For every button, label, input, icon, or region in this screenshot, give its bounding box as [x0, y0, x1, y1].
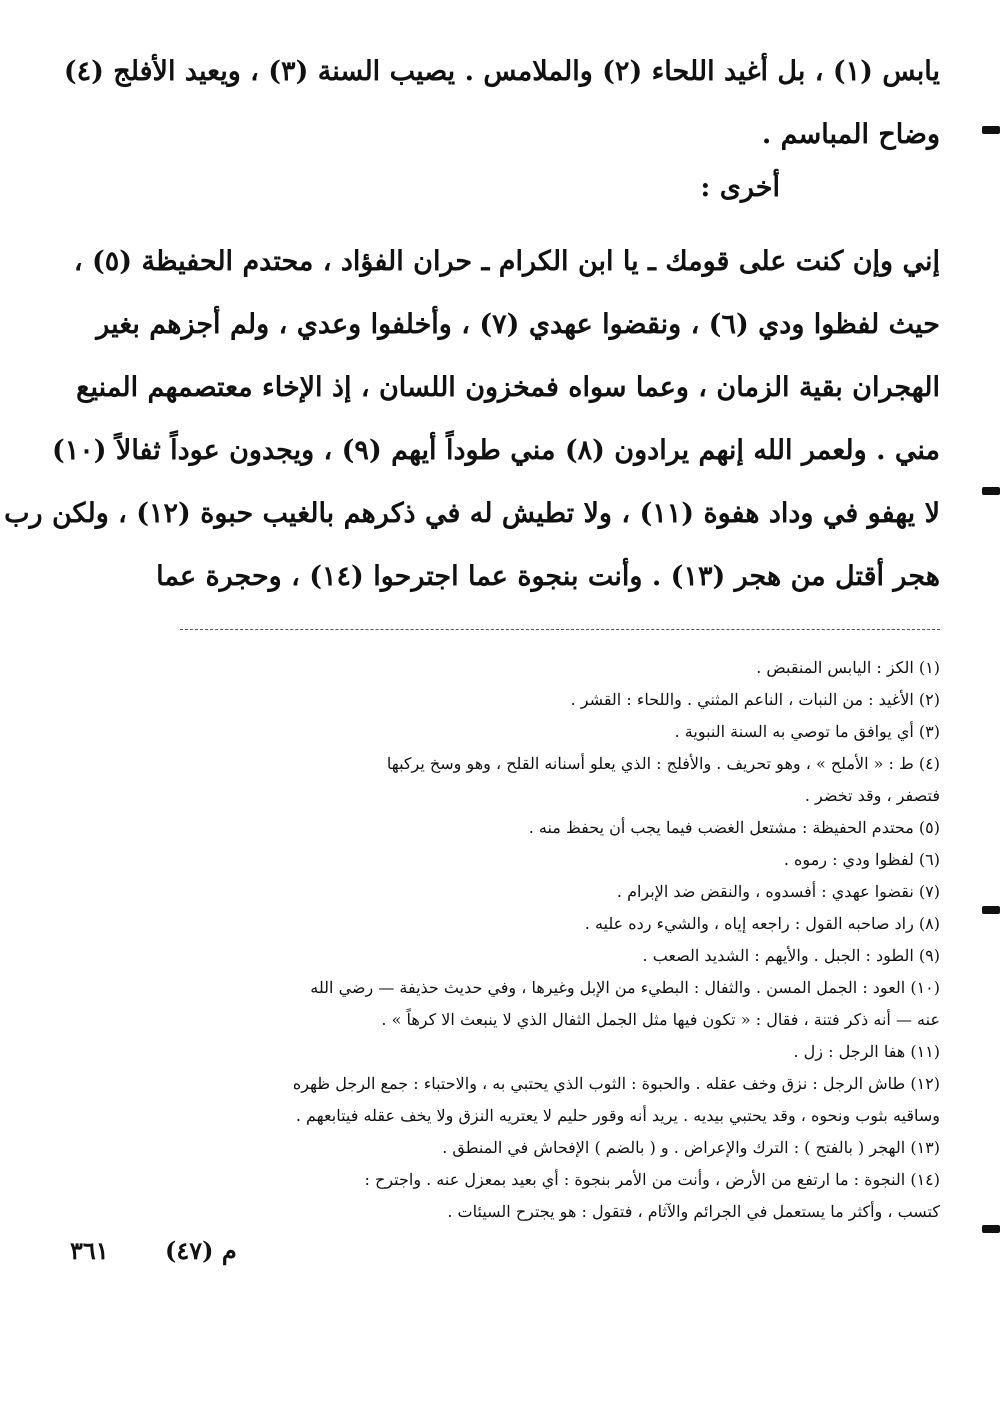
text-line: لا يهفو في وداد هفوة (١١) ، ولا تطيش له في ذكرهم بالغيب حبوة (١٢) ، ولكن رب: [4, 498, 940, 529]
margin-mark: [982, 906, 1000, 914]
main-paragraph: [4, 230, 940, 608]
footnote: (١٠) العود : الجمل المسن . والثفال : البطيء من الإبل وغيرها ، وفي حديث حذيفة — رضي الله: [310, 978, 940, 997]
margin-mark: [982, 487, 1000, 495]
footnote-continuation: كتسب ، وأكثر ما يستعمل في الجرائم والآثام ، فتقول : هو يجترح السيئات .: [447, 1202, 940, 1221]
opening-verse-block: [60, 40, 940, 166]
footnote-continuation: وساقيه بثوب ونحوه ، وقد يحتبي بيديه . يريد أنه وقور حليم لا يعتريه النزق ولا يخف عقله فيتابعهم .: [295, 1106, 940, 1125]
page-number: ٣٦١: [70, 1236, 109, 1265]
text-line: حيث لفظوا ودي (٦) ، ونقضوا عهدي (٧) ، وأخلفوا وعدي ، ولم أجزهم بغير: [96, 309, 940, 340]
margin-mark: [982, 126, 1000, 134]
footnote-continuation: عنه — أنه ذكر فتنة ، فقال : « تكون فيها مثل الجمل الثفال الذي لا ينبعث الا كرهاً » .: [381, 1010, 940, 1029]
text-line: يابس (١) ، بل أغيد اللحاء (٢) والملامس . يصيب السنة (٣) ، ويعيد الأفلج (٤): [63, 56, 940, 87]
footnote: (٩) الطود : الجبل . والأيهم : الشديد الصعب .: [642, 946, 940, 965]
footnote: (٧) نقضوا عهدي : أفسدوه ، والنقض ضد الإبرام .: [616, 882, 940, 901]
footnote: (١٢) طاش الرجل : نزق وخف عقله . والحبوة : الثوب الذي يحتبي به ، والاحتباء : جمع الرجل ظهره: [292, 1074, 940, 1093]
footnote: (٢) الأغيد : من النبات ، الناعم المثني . واللحاء : القشر .: [570, 690, 940, 709]
text-line: هجر أقتل من هجر (١٣) . وأنت بنجوة عما اجترحوا (١٤) ، وحجرة عما: [156, 561, 940, 592]
text-line: مني . ولعمر الله إنهم يرادون (٨) مني طوداً أيهم (٩) ، ويجدون عوداً ثفالاً (١٠): [51, 435, 940, 466]
footnote: (١١) هفا الرجل : زل .: [793, 1042, 940, 1061]
footnote: (١٣) الهجر ( بالفتح ) : الترك والإعراض . و ( بالضم ) الإفحاش في المنطق .: [442, 1138, 940, 1157]
text-line: الهجران بقية الزمان ، وعما سواه فمخزون اللسان ، إذ الإخاء معتصمهم المنيع: [76, 372, 940, 403]
footnote: (٤) ط : « الأملح » ، وهو تحريف . والأفلج : الذي يعلو أسنانه القلح ، وهو وسخ يركبها: [386, 754, 940, 773]
footnote: (٦) لفظوا ودي : رموه .: [783, 850, 940, 869]
footnote: (١) الكز : اليابس المنقبض .: [756, 658, 940, 677]
footnote: (٨) راد صاحبه القول : راجعه إياه ، والشيء رده عليه .: [584, 914, 940, 933]
footnotes: [60, 652, 940, 1228]
footnote-separator: [180, 629, 940, 630]
page-footer: [70, 1236, 370, 1276]
text-line: إني وإن كنت على قومك ـ يا ابن الكرام ـ حران الفؤاد ، محتدم الحفيظة (٥) ،: [73, 246, 940, 277]
footnote: (٣) أي يوافق ما توصي به السنة النبوية .: [674, 722, 940, 741]
section-heading: أخرى :: [700, 172, 780, 203]
footnote-continuation: فتصفر ، وقد تخضر .: [804, 786, 940, 805]
margin-mark: [982, 1225, 1000, 1233]
footnote: (٥) محتدم الحفيظة : مشتعل الغضب فيما يجب أن يحفظ منه .: [528, 818, 940, 837]
footnote: (١٤) النجوة : ما ارتفع من الأرض ، وأنت من الأمر بنجوة : أي بعيد بمعزل عنه . واجترح :: [364, 1170, 940, 1189]
text-line: وضاح المباسم .: [761, 119, 940, 150]
signature-mark: م (٤٧): [165, 1236, 237, 1265]
